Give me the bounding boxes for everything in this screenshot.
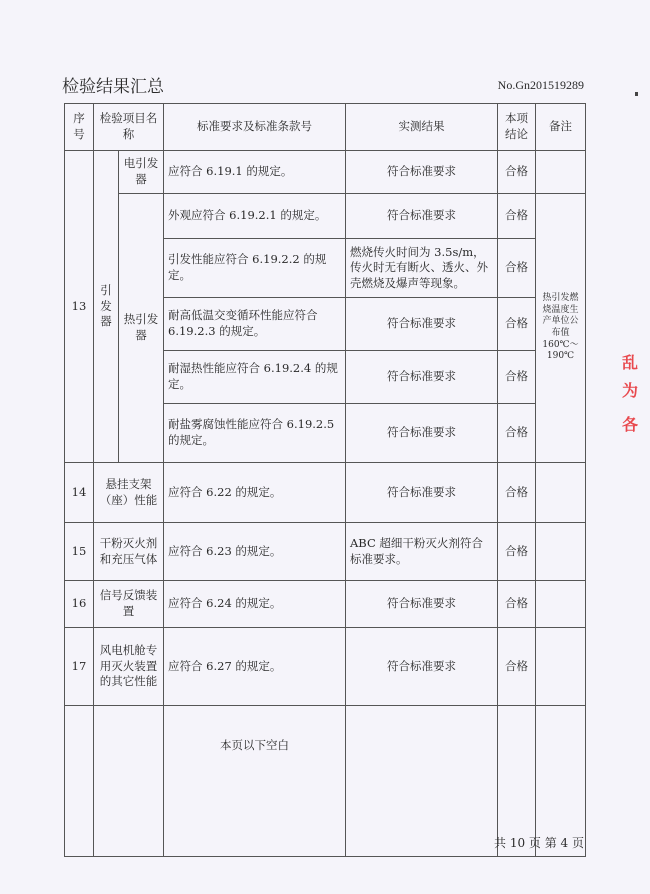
- page-footer: 共 10 页 第 4 页: [494, 836, 584, 850]
- col-header-item: 检验项目名称: [94, 104, 164, 151]
- row-result: 符合标准要求: [346, 581, 498, 628]
- page-title: 检验结果汇总: [62, 77, 164, 97]
- table-row: [65, 628, 586, 706]
- row-note: [536, 628, 586, 706]
- table-row: [65, 463, 586, 523]
- row-requirement: 应符合 6.24 的规定。: [164, 581, 346, 628]
- row-result: 符合标准要求: [346, 151, 498, 194]
- row-result: 符合标准要求: [346, 404, 498, 463]
- row-requirement: 外观应符合 6.19.2.1 的规定。: [164, 194, 346, 239]
- row-conclusion: 合格: [498, 404, 536, 463]
- row-conclusion: 合格: [498, 581, 536, 628]
- col-header-requirement: 标准要求及标准条款号: [164, 104, 346, 151]
- blank-cell: [65, 706, 94, 857]
- document-number: No.Gn201519289: [497, 78, 584, 92]
- row-conclusion: 合格: [498, 523, 536, 581]
- row-subitem: 电引发器: [119, 151, 164, 194]
- row-note: [536, 463, 586, 523]
- row-conclusion: 合格: [498, 351, 536, 404]
- row-item: 信号反馈装置: [94, 581, 164, 628]
- row-requirement: 应符合 6.23 的规定。: [164, 523, 346, 581]
- row-item: 风电机舱专用灭火装置的其它性能: [94, 628, 164, 706]
- row-item: 干粉灭火剂和充压气体: [94, 523, 164, 581]
- scan-mark: [635, 92, 638, 96]
- stamp-fragment: 各: [621, 415, 638, 434]
- row-note: [536, 151, 586, 194]
- row-no: 13: [65, 151, 94, 463]
- stamp-fragment: 为: [621, 381, 638, 400]
- row-no: 16: [65, 581, 94, 628]
- row-result: 符合标准要求: [346, 194, 498, 239]
- row-requirement: 应符合 6.27 的规定。: [164, 628, 346, 706]
- row-note: [536, 581, 586, 628]
- row-requirement: 耐湿热性能应符合 6.19.2.4 的规定。: [164, 351, 346, 404]
- table-row: [65, 523, 586, 581]
- row-result: 符合标准要求: [346, 628, 498, 706]
- row-item: 引发器: [94, 151, 119, 463]
- blank-cell: [94, 706, 164, 857]
- row-requirement: 应符合 6.19.1 的规定。: [164, 151, 346, 194]
- row-result: 符合标准要求: [346, 463, 498, 523]
- stamp-fragment: 乱: [621, 353, 638, 372]
- row-requirement: 耐高低温交变循环性能应符合 6.19.2.3 的规定。: [164, 298, 346, 351]
- table-row: [65, 151, 586, 194]
- row-result: ABC 超细干粉灭火剂符合标准要求。: [346, 523, 498, 581]
- row-subitem: 热引发器: [119, 194, 164, 463]
- row-conclusion: 合格: [498, 298, 536, 351]
- col-header-conclusion: 本项结论: [498, 104, 536, 151]
- row-no: 17: [65, 628, 94, 706]
- row-conclusion: 合格: [498, 463, 536, 523]
- row-no: 14: [65, 463, 94, 523]
- col-header-result: 实测结果: [346, 104, 498, 151]
- row-result: 符合标准要求: [346, 351, 498, 404]
- row-item: 悬挂支架（座）性能: [94, 463, 164, 523]
- col-header-no: 序号: [65, 104, 94, 151]
- row-requirement: 耐盐雾腐蚀性能应符合 6.19.2.5 的规定。: [164, 404, 346, 463]
- blank-note: 本页以下空白: [164, 706, 346, 857]
- table-header-row: [65, 104, 586, 151]
- row-result: 符合标准要求: [346, 298, 498, 351]
- row-result: 燃烧传火时间为 3.5s/m，传火时无有断火、透火、外壳燃烧及爆声等现象。: [346, 239, 498, 298]
- col-header-note: 备注: [536, 104, 586, 151]
- row-conclusion: 合格: [498, 151, 536, 194]
- row-note: 热引发燃烧温度生产单位公布值160℃～190℃: [536, 194, 586, 463]
- table-row: [65, 581, 586, 628]
- row-no: 15: [65, 523, 94, 581]
- row-conclusion: 合格: [498, 239, 536, 298]
- table-row: [65, 194, 586, 239]
- blank-cell: [346, 706, 498, 857]
- row-note: [536, 523, 586, 581]
- row-conclusion: 合格: [498, 628, 536, 706]
- row-requirement: 引发性能应符合 6.19.2.2 的规定。: [164, 239, 346, 298]
- results-table: [64, 103, 586, 857]
- row-conclusion: 合格: [498, 194, 536, 239]
- row-requirement: 应符合 6.22 的规定。: [164, 463, 346, 523]
